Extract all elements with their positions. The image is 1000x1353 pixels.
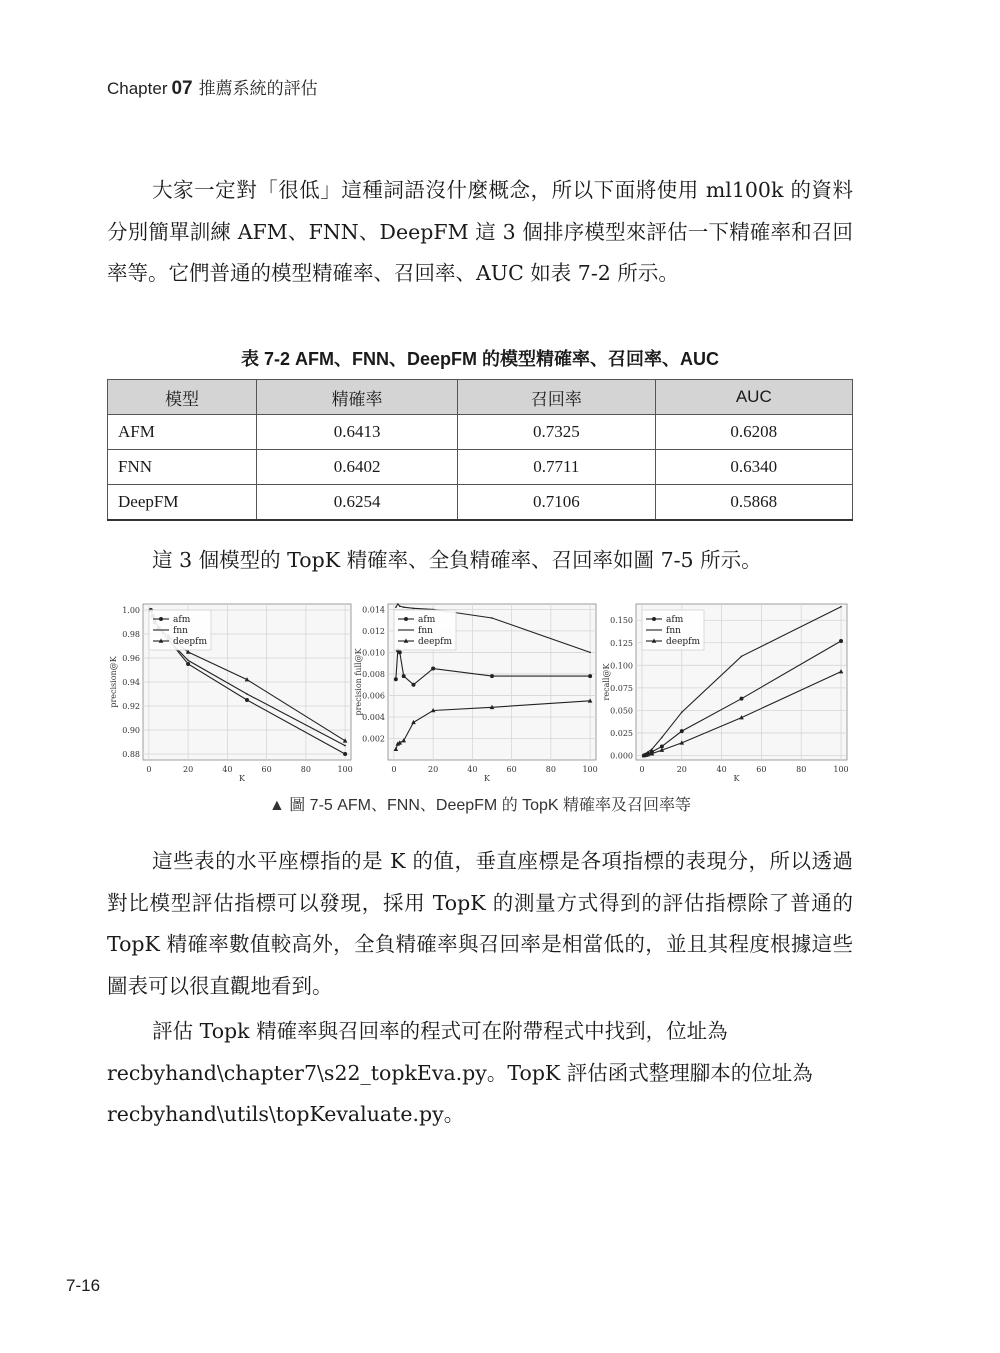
legend-label-deepfm: deepfm <box>173 637 208 647</box>
model-metrics-table <box>107 379 853 521</box>
x-axis-label: K <box>733 774 740 783</box>
legend-marker-afm <box>404 617 408 621</box>
x-tick-label: 0 <box>639 765 645 774</box>
y-tick-label: 0.98 <box>122 630 140 639</box>
paragraph-intro: 大家一定對「很低」這種詞語沒什麼概念，所以下面將使用 ml100k 的資料分別簡單訓練 AFM、FNN、DeepFM 這 3 個排序模型來評估一下精確率和召回率等。它們普通的模型精確率、召回率、AUC 如表 7-2 所示。 <box>107 178 853 285</box>
x-tick-label: 40 <box>716 765 727 774</box>
header-precision: 精確率 <box>257 380 458 415</box>
legend-label-fnn: fnn <box>418 626 433 636</box>
x-tick-label: 80 <box>300 765 311 774</box>
chart-precision-full-at-k <box>352 598 602 783</box>
cell-precision: 0.6413 <box>257 415 458 450</box>
x-tick-label: 60 <box>506 765 517 774</box>
data-point-afm <box>431 667 435 671</box>
data-point-fnn <box>187 660 189 662</box>
code-location-line-3: recbyhand\utils\topKevaluate.py。 <box>107 1102 465 1126</box>
data-point-fnn <box>589 652 591 654</box>
legend-label-afm: afm <box>173 615 191 625</box>
data-point-fnn <box>661 737 663 739</box>
data-point-fnn <box>651 748 653 750</box>
chapter-title: 推薦系統的評估 <box>198 79 318 98</box>
cell-precision: 0.6254 <box>257 485 458 521</box>
data-point-afm <box>588 674 592 678</box>
chart-precision-at-k <box>107 598 357 783</box>
cell-recall: 0.7325 <box>458 415 655 450</box>
cell-model: FNN <box>108 450 257 485</box>
y-tick-label: 0.075 <box>610 683 633 693</box>
legend-label-fnn: fnn <box>666 626 681 636</box>
data-point-afm <box>680 729 684 733</box>
data-point-afm <box>490 674 494 678</box>
x-tick-label: 100 <box>582 765 598 774</box>
legend-marker-afm <box>159 617 163 621</box>
x-tick-label: 40 <box>222 765 233 774</box>
data-point-afm <box>839 639 843 643</box>
legend-label-afm: afm <box>666 615 684 625</box>
cell-recall: 0.7711 <box>458 450 655 485</box>
data-point-afm <box>245 698 249 702</box>
x-axis-label: K <box>239 774 245 783</box>
code-location-line-1: 評估 Topk 精確率與召回率的程式可在附帶程式中找到，位址為 <box>152 1019 728 1043</box>
data-point-fnn <box>491 617 493 619</box>
header-recall: 召回率 <box>458 380 655 415</box>
y-tick-label: 0.010 <box>362 648 385 658</box>
y-tick-label: 0.004 <box>362 712 385 722</box>
y-axis-label: precision full@K <box>354 648 363 716</box>
data-point-afm <box>402 674 406 678</box>
y-tick-label: 0.100 <box>610 661 633 671</box>
data-point-fnn <box>399 605 401 607</box>
cell-recall: 0.7106 <box>458 485 655 521</box>
page-number: 7-16 <box>66 1276 101 1295</box>
table-caption: 表 7-2 AFM、FNN、DeepFM 的模型精確率、召回率、AUC <box>240 349 719 369</box>
cell-auc: 0.6208 <box>655 415 852 450</box>
paragraph-code-location <box>107 1011 853 1136</box>
y-tick-label: 0.90 <box>122 726 140 735</box>
y-tick-label: 0.002 <box>362 734 385 744</box>
table-row <box>108 415 853 450</box>
data-point-fnn <box>681 711 683 713</box>
figure-caption: ▲ 圖 7-5 AFM、FNN、DeepFM 的 TopK 精確率及召回率等 <box>268 797 692 814</box>
y-tick-label: 0.150 <box>610 616 633 626</box>
data-point-fnn <box>413 608 415 610</box>
paragraph-figure-intro: 這 3 個模型的 TopK 精確率、全負精確率、召回率如圖 7-5 所示。 <box>152 548 762 572</box>
x-tick-label: 60 <box>261 765 272 774</box>
cell-auc: 0.6340 <box>655 450 852 485</box>
data-point-afm <box>343 752 347 756</box>
x-tick-label: 100 <box>833 765 849 774</box>
paragraph-analysis: 這些表的水平座標指的是 K 的值，垂直座標是各項指標的表現分，所以透過對比模型評估指標可以發現，採用 TopK 的測量方式得到的評估指標除了普通的 TopK 精確率數值較高外，全負精確率與召回率是相當低的，並且其程度根據這些圖表可以很直觀地看到。 <box>107 849 853 998</box>
data-point-afm <box>186 662 190 666</box>
y-axis-label: recall@K <box>602 663 611 701</box>
data-point-fnn <box>397 603 399 605</box>
cell-model: AFM <box>108 415 257 450</box>
y-axis-label: precision@K <box>109 656 118 708</box>
y-tick-label: 0.025 <box>610 728 633 738</box>
legend-label-deepfm: deepfm <box>666 637 701 647</box>
header-model: 模型 <box>108 380 257 415</box>
legend-marker-afm <box>652 617 656 621</box>
data-point-afm <box>740 697 744 701</box>
x-tick-label: 40 <box>467 765 478 774</box>
table-row <box>108 450 853 485</box>
table-row <box>108 485 853 521</box>
data-point-fnn <box>246 693 248 695</box>
header-auc: AUC <box>655 380 852 415</box>
cell-model: DeepFM <box>108 485 257 521</box>
x-tick-label: 60 <box>756 765 767 774</box>
y-tick-label: 0.014 <box>362 605 385 615</box>
chapter-word: Chapter <box>107 79 168 98</box>
legend-label-deepfm: deepfm <box>418 637 453 647</box>
data-point-afm <box>394 677 398 681</box>
chapter-number: 07 <box>171 78 193 99</box>
cell-auc: 0.5868 <box>655 485 852 521</box>
data-point-fnn <box>344 745 346 747</box>
data-point-afm <box>412 683 416 687</box>
code-location-line-2: recbyhand\chapter7\s22_topkEva.py。TopK 評估函式整理腳本的位址為 <box>107 1060 813 1085</box>
x-tick-label: 20 <box>183 765 194 774</box>
y-tick-label: 0.94 <box>122 678 140 687</box>
chart-recall-at-k <box>600 598 853 783</box>
y-tick-label: 0.012 <box>362 626 385 636</box>
y-tick-label: 0.050 <box>610 706 633 716</box>
x-tick-label: 100 <box>337 765 353 774</box>
data-point-afm <box>398 650 402 654</box>
cell-precision: 0.6402 <box>257 450 458 485</box>
data-point-fnn <box>395 606 397 608</box>
y-tick-label: 0.92 <box>122 702 140 711</box>
x-tick-label: 0 <box>146 765 152 774</box>
table-header-row <box>108 380 853 415</box>
legend-label-fnn: fnn <box>173 626 188 636</box>
data-point-fnn <box>403 606 405 608</box>
running-header <box>107 74 318 100</box>
data-point-fnn <box>741 656 743 658</box>
data-point-fnn <box>840 606 842 608</box>
legend-label-afm: afm <box>418 615 436 625</box>
y-tick-label: 0.006 <box>362 691 385 701</box>
x-tick-label: 80 <box>545 765 556 774</box>
x-tick-label: 20 <box>428 765 439 774</box>
y-tick-label: 0.000 <box>610 751 633 761</box>
x-tick-label: 20 <box>676 765 687 774</box>
y-tick-label: 0.008 <box>362 669 385 679</box>
x-tick-label: 80 <box>796 765 807 774</box>
x-axis-label: K <box>484 774 490 783</box>
y-tick-label: 1.00 <box>122 606 140 615</box>
y-tick-label: 0.125 <box>610 638 633 648</box>
y-tick-label: 0.96 <box>122 654 140 663</box>
y-tick-label: 0.88 <box>122 750 140 759</box>
x-tick-label: 0 <box>391 765 397 774</box>
